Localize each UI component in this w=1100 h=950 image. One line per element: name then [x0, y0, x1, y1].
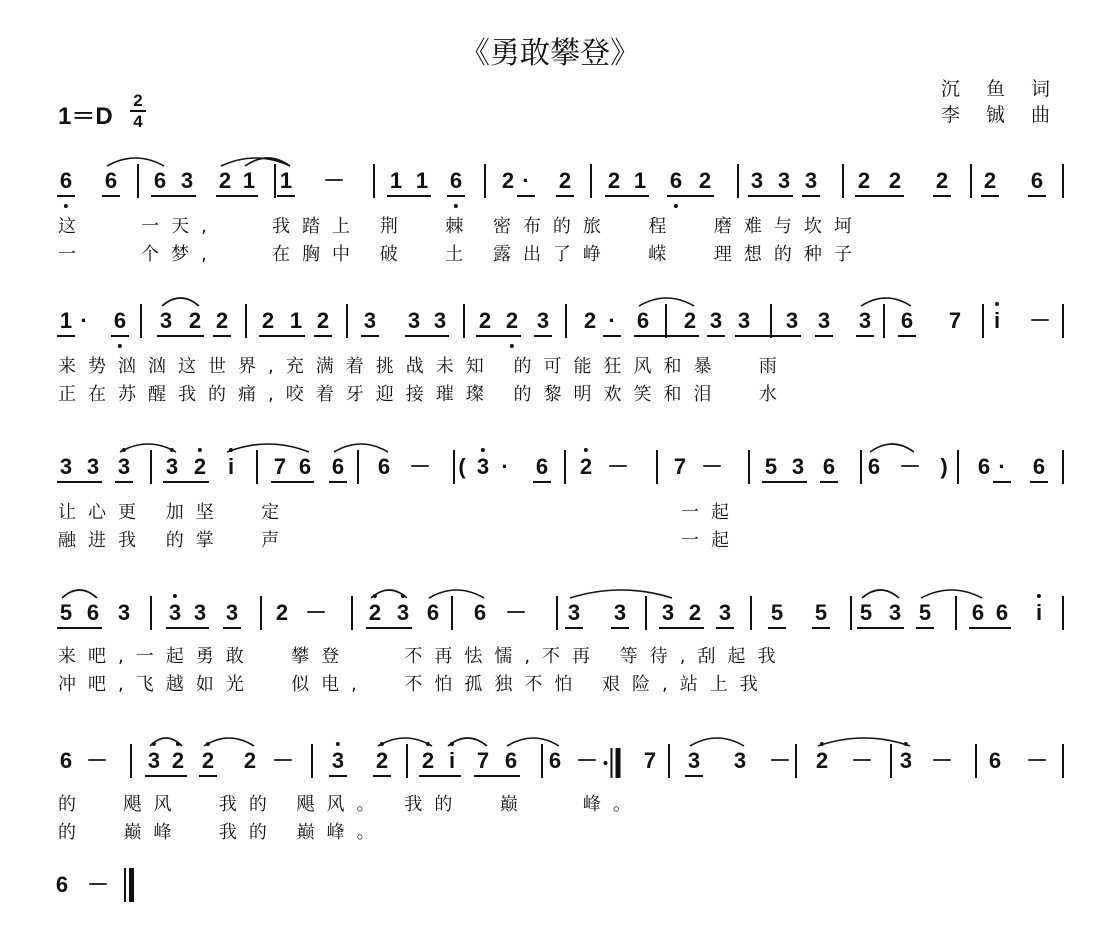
note: i — [448, 748, 456, 773]
note: － — [768, 748, 792, 773]
note: 3 — [225, 600, 239, 625]
note: 3 — [407, 308, 421, 333]
lyricist-credit: 沉 鱼 词 — [940, 78, 1060, 100]
slur — [371, 590, 407, 598]
slur — [227, 444, 309, 452]
note: i — [227, 454, 235, 479]
slur — [334, 444, 388, 452]
key-signature: 1＝D — [58, 103, 113, 130]
note: 2 — [579, 454, 593, 479]
note: 2 — [316, 308, 330, 333]
note: － — [700, 454, 724, 479]
song-title: 《勇敢攀登》 — [460, 36, 640, 71]
note: 7 — [948, 308, 962, 333]
note: － — [408, 454, 432, 479]
note: 2 — [505, 308, 519, 333]
note: － — [850, 748, 874, 773]
note: 3 — [117, 600, 131, 625]
note: 6 — [669, 168, 683, 193]
note: · — [608, 308, 616, 333]
note: 3 — [817, 308, 831, 333]
note: － — [606, 454, 630, 479]
note: · — [522, 168, 530, 193]
note: 6 — [900, 308, 914, 333]
note: 6 — [504, 748, 518, 773]
note: 3 — [567, 600, 581, 625]
slur — [120, 444, 176, 452]
note: 3 — [396, 600, 410, 625]
lyric-verse1: 的 飓风 我的 飓风。 我的 巅 峰。 — [58, 794, 643, 815]
note: 3 — [476, 454, 490, 479]
note: 2 — [983, 168, 997, 193]
note: 2 — [683, 308, 697, 333]
note: 2 — [171, 748, 185, 773]
note: 2 — [935, 168, 949, 193]
note: 1 — [415, 168, 429, 193]
note: 2 — [261, 308, 275, 333]
slur — [862, 590, 899, 598]
note: 1 — [289, 308, 303, 333]
note: 3 — [791, 454, 805, 479]
note: 3 — [804, 168, 818, 193]
slur — [107, 158, 164, 166]
note: 2 — [193, 454, 207, 479]
note: 5 — [814, 600, 828, 625]
note: 3 — [888, 600, 902, 625]
note: 6 — [995, 600, 1009, 625]
note: 6 — [59, 168, 73, 193]
note: i — [1035, 600, 1043, 625]
note: 2 — [375, 748, 389, 773]
slur — [162, 298, 199, 306]
note: 3 — [165, 454, 179, 479]
note: · — [80, 308, 88, 333]
slur — [921, 590, 982, 598]
lyric-verse2: 融进我 的掌 声 一起 — [58, 530, 742, 551]
slur — [150, 738, 182, 746]
note: · — [998, 454, 1006, 479]
note: 3 — [363, 308, 377, 333]
note: － — [85, 748, 109, 773]
slur — [221, 158, 290, 166]
note: 2 — [815, 748, 829, 773]
note: 2 — [421, 748, 435, 773]
composer-credit: 李 铖 曲 — [940, 104, 1060, 126]
note: 3 — [737, 308, 751, 333]
note: － — [304, 600, 328, 625]
note: 6 — [55, 872, 69, 897]
note: － — [271, 748, 295, 773]
lyric-verse2: 一 个梦, 在胸中 破 土 露出了峥 嵘 理想的种子 — [58, 244, 864, 265]
note: 6 — [298, 454, 312, 479]
note: 2 — [558, 168, 572, 193]
note: 3 — [718, 600, 732, 625]
note: 6 — [1032, 454, 1046, 479]
note: 3 — [433, 308, 447, 333]
note: 2 — [501, 168, 515, 193]
note: 6 — [426, 600, 440, 625]
note: － — [898, 454, 922, 479]
note: 6 — [59, 748, 73, 773]
note: 2 — [698, 168, 712, 193]
note: 6 — [449, 168, 463, 193]
lyric-verse1: 来吧,一起勇敢 攀登 不再怯懦,不再 等待,刮起我 — [58, 646, 788, 667]
note: － — [504, 600, 528, 625]
note: 7 — [273, 454, 287, 479]
lyric-verse2: 的 巅峰 我的 巅峰。 — [58, 822, 387, 843]
lyric-verse1: 让心更 加坚 定 一起 — [58, 502, 742, 523]
note: 6 — [535, 454, 549, 479]
note: 2 — [218, 168, 232, 193]
note: 2 — [607, 168, 621, 193]
note: 6 — [473, 600, 487, 625]
note: 3 — [687, 748, 701, 773]
note: 6 — [867, 454, 881, 479]
note: － — [86, 872, 110, 897]
note: 2 — [368, 600, 382, 625]
note: 3 — [785, 308, 799, 333]
note: 1 — [279, 168, 293, 193]
note: 7 — [673, 454, 687, 479]
slur — [204, 738, 254, 746]
note: 2 — [275, 600, 289, 625]
note: 3 — [117, 454, 131, 479]
note: ) — [940, 454, 948, 479]
slur — [507, 738, 559, 746]
slur — [639, 298, 694, 306]
note: 3 — [159, 308, 173, 333]
slur — [448, 738, 487, 746]
slur — [818, 738, 910, 746]
note: 6 — [153, 168, 167, 193]
note: 2 — [583, 308, 597, 333]
note: 6 — [822, 454, 836, 479]
note: 6 — [113, 308, 127, 333]
slur — [429, 590, 484, 598]
note: 3 — [661, 600, 675, 625]
note: 3 — [180, 168, 194, 193]
slur — [690, 738, 744, 746]
note: 5 — [764, 454, 778, 479]
note: · — [501, 454, 509, 479]
note: 6 — [86, 600, 100, 625]
note: 3 — [858, 308, 872, 333]
note: 3 — [709, 308, 723, 333]
note: 7 — [476, 748, 490, 773]
note: 5 — [918, 600, 932, 625]
note: 5 — [59, 600, 73, 625]
note: 6 — [548, 748, 562, 773]
lyric-verse2: 冲吧,飞越如光 似电, 不怕孤独不怕 艰险,站上我 — [58, 674, 770, 695]
note: 2 — [688, 600, 702, 625]
note: 7 — [643, 748, 657, 773]
note: 6 — [1030, 168, 1044, 193]
note: 3 — [193, 600, 207, 625]
note: 3 — [899, 748, 913, 773]
note: 6 — [104, 168, 118, 193]
note: 2 — [188, 308, 202, 333]
note: 1 — [633, 168, 647, 193]
note: 2 — [215, 308, 229, 333]
note: 3 — [733, 748, 747, 773]
note: 6 — [988, 748, 1002, 773]
note: 3 — [777, 168, 791, 193]
time-signature-bottom: 4 — [133, 112, 143, 131]
note: ( — [458, 454, 466, 479]
note: － — [1028, 308, 1052, 333]
note: 2 — [857, 168, 871, 193]
lyric-verse1: 来势汹汹这世界,充满着挑战未知 的可能狂风和暴 雨 — [58, 356, 789, 377]
note: 6 — [331, 454, 345, 479]
note: 6 — [977, 454, 991, 479]
note: 2 — [888, 168, 902, 193]
note: 2 — [243, 748, 257, 773]
note: 1 — [59, 308, 73, 333]
note: － — [1025, 748, 1049, 773]
note: 3 — [147, 748, 161, 773]
note: 3 — [331, 748, 345, 773]
note: 3 — [86, 454, 100, 479]
note: 1 — [389, 168, 403, 193]
slur — [861, 298, 911, 306]
lyric-verse1: 这 一天, 我踏上 荆 棘 密布的旅 程 磨难与坎坷 — [58, 216, 864, 237]
note: 6 — [971, 600, 985, 625]
note: 5 — [770, 600, 784, 625]
note: 2 — [201, 748, 215, 773]
slur — [870, 444, 914, 452]
slur — [62, 590, 97, 598]
note: 3 — [536, 308, 550, 333]
slur — [570, 590, 672, 598]
note: 3 — [613, 600, 627, 625]
note: － — [930, 748, 954, 773]
time-signature-top: 2 — [133, 91, 143, 110]
note: 1 — [242, 168, 256, 193]
note: － — [575, 748, 599, 773]
note: 3 — [59, 454, 73, 479]
note: 3 — [168, 600, 182, 625]
note: 6 — [636, 308, 650, 333]
note: 2 — [478, 308, 492, 333]
note: 3 — [750, 168, 764, 193]
note: i — [993, 308, 1001, 333]
slur — [378, 738, 432, 746]
note: 5 — [859, 600, 873, 625]
note: － — [322, 168, 346, 193]
note: 6 — [377, 454, 391, 479]
lyric-verse2: 正在苏醒我的痛,咬着牙迎接璀璨 的黎明欢笑和泪 水 — [58, 384, 789, 405]
